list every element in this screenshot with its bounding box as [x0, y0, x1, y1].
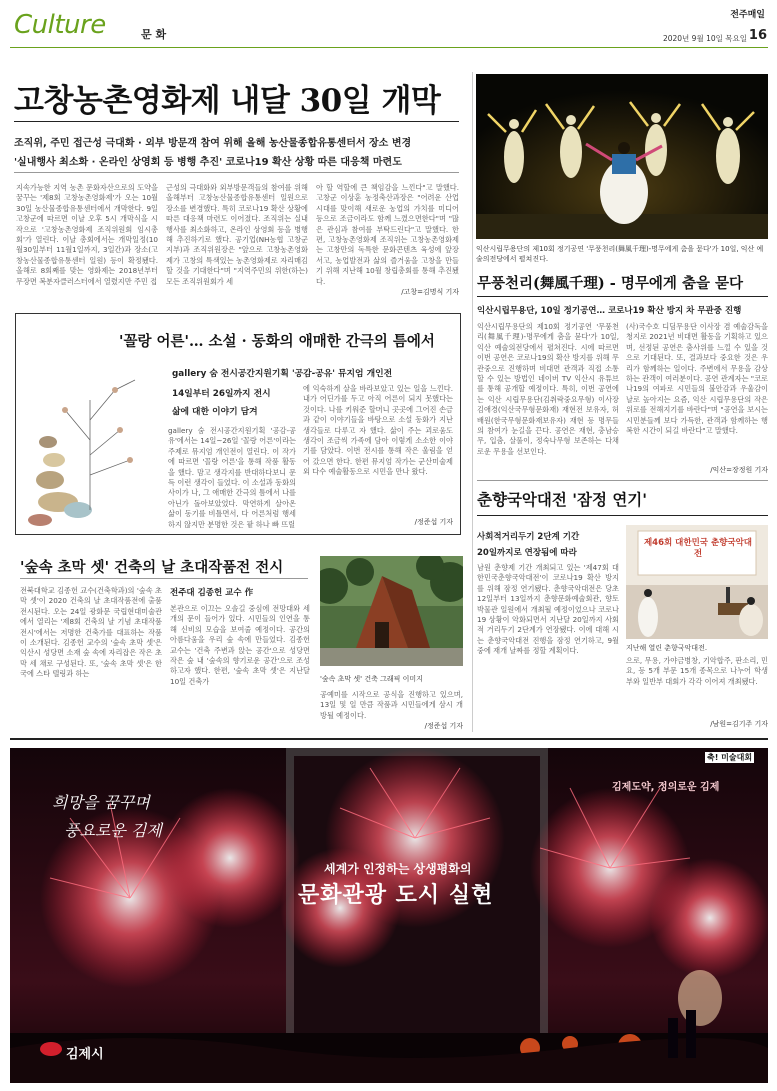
- section-title-en: Culture: [14, 10, 106, 40]
- forest-body-col3: 공예미를 시작으로 공식을 진행하고 있으며, 13일 및 일 만큼 작품과 시민들에게 삼시 개방될 예정이다.: [320, 690, 463, 720]
- lead-body-col1: 지속가능한 지역 농촌 문화자산으로의 도약을 꿈꾸는 '제8회 고창농촌영화제'가 오는 10월 30일 농산물종합유통센터에서 개막한다. 9일 고창군에 따르면 이날 오후 5시 개막식을 시작으로 '고창농촌영화제 조직위원회 임시총회'가 열린다. 이날 총회에서는 개막일정(10월30일부터 11월1일까지, 3일간)과 장소(고창농산물종합유통센터 일원) 등이 확정됐다. 올해로 8회째를 맞는 영화제는 2018년부터 무장면 복분자클러스터에서 열렸지만 주민 접: [16, 183, 158, 286]
- lead-body-col2: 근성의 극대화와 외부방문객들의 참여를 위해 올해부터 고창농산물종합유통센터 일원으로 장소를 변경했다. 특히 코로나19 확산 상황에 따른 대응책 마련도 이어졌다. 조직위는 실내행사를 최소화하고, 온라인 상영회 등을 병행해 추진하기로 했다. 공기업(NH농협 고창군지부)과 조직위원장은 "앞으로 고창농촌영화제가 고창의 특색있는 농촌영화제로 자리매김 할 것을 기대한다"며 "지역주민의 위한(하는) 모든 조직위원회가 세: [166, 183, 308, 286]
- gugak-photo-banner: 제46회 대한민국 춘향국악대전: [643, 538, 753, 559]
- issue-date: 2020년 9월 10일 목요일: [662, 34, 747, 43]
- lead-byline: /고창=김명식 기자: [401, 288, 459, 296]
- gugak-body-col2: 으로, 무용, 가야금병창, 기악합주, 판소리, 민요, 등 5개 부문 15개 종목으로 나누어 학생부와 일반부 대회가 각각 이어져 개최됐다.: [626, 656, 768, 686]
- exhibit-headline: '꼴랑 어른'… 소설 · 동화의 애매한 간극의 틈에서: [119, 333, 435, 350]
- header-rule: [10, 47, 768, 48]
- forest-mid-subtitle: 전주대 김종헌 교수 作: [170, 588, 254, 598]
- gugak-top-rule: [477, 480, 768, 481]
- ad-headline: 문화관광 도시 실현: [298, 883, 494, 908]
- gugak-rule: [477, 515, 768, 516]
- dance-body-col1: 익산시립무용단의 제10회 정기공연 '무풍천리(舞風千理)-명무에게 춤을 묻다'가 10일, 익산 예술의전당에서 펼쳐진다. 시에 따르면 이번 공연은 코로나19의 확산 방지를 위해 무관중으로 진행하며 비대면 관객과 직접 소통할 수 있는 방법인 네이버 TV 익산시 유튜브를 통해 공개할 예정이다. 특히, 이번 공연에는 익산 시립무용단(김취락중요무형) 이사장 김애경(익산국무형문화재) 재현전 보유자, 허배원(한국무형문화재보유자) 재현 등 명무들의 참여가 눈길을 끈다. 공연은 재현, 충남승무, 입춤, 살풀이, 정숙나무형 보존하는 다채로운 무용을 선보인다.: [477, 322, 619, 456]
- lead-subtitle-1: 조직위, 주민 접근성 극대화 · 외부 방문객 참여 위해 올해 농산물종합유통센터서 장소 변경: [14, 138, 412, 149]
- ad-left-slogan-2: 풍요로운 김제: [64, 821, 162, 840]
- dance-subtitle: 익산시립무용단, 10일 정기공연… 코로나19 확산 방지 차 무관중 진행: [477, 306, 742, 316]
- section-title-kr: 문 화: [141, 28, 167, 41]
- ad-banner: 세계가 인정하는 상생평화의: [324, 862, 472, 876]
- ad-top-label: 축! 미술대회: [707, 753, 753, 762]
- ad-top-rule: [10, 738, 768, 740]
- dance-rule: [477, 296, 768, 297]
- gugak-headline: 춘향국악대전 '잠정 연기': [477, 490, 648, 509]
- forest-rule: [20, 578, 308, 579]
- gugak-subtitle-1: 사회적거리두기 2단계 기간: [477, 532, 580, 542]
- exhibit-byline: /정준섭 기자: [414, 518, 453, 526]
- page-number: 16: [748, 28, 767, 43]
- exhibit-body-col1: gallery 숨 전시공간지원기획 '공감-공유'에서는 14일~26일 '꼴랑 어른'이라는 주제로 뮤지엄 개인전이 열린다. 이 작가에 따르면 '꼴랑 어른'을 통해 작품 활동을 했다. 맘고 생각지를 반대하다보니 문득 이런 생각이 들었다. 이 소설과 동화의 사이가 나, 그 애매한 간극의 틈에서 나를 아닌가 돌아보았었다. 막연하게 살아온 삶이 동기를 비틀면서, 다 어른처럼 행세하지 않지만 분명한 것은 팥 하나 빠 뜨릴: [168, 426, 296, 528]
- dance-byline: /익산=장정원 기자: [710, 466, 768, 474]
- forest-body-col1: 전북대학교 김종헌 교수(건축학과)의 '숲속 초막 셋'이 2020 건축의 날 초대작품전에 출품 전시된다. 오는 24일 광화문 국립현대미술관에서 열리는 '제8회 건축의 날 기념 초대작품전시'에서는 저명한 건축가를 대표하는 작품이 소개된다. 김종헌 교수의 '숲속 초막 셋'은 익산시 성당면 소재 숲 속에 자리잡은 작은 초막 세 채로 구성된다. 또, '숲속 초막 셋'은 한국에 스타 텔링과 하는: [20, 586, 162, 679]
- ad-left-slogan-1: 희망을 꿈꾸며: [52, 793, 150, 812]
- forest-body-col2: 본관으로 이끄는 오솔길 중심에 전망대와 세 개의 문이 들어가 있다. 시민들의 인연을 통해 신비의 모습을 보여줄 예정이다. 공간의 아름다움을 우리 숲 속에 만들었다. 김종헌 교수는 '건축 주변과 앉는 공간'으로 성당면 작은 숲 내 '숲속의 향기로운 공간'으로 조성하고자 했다. 한편, '숲속 초막 셋'은 지난달 10일 건축가: [170, 604, 310, 686]
- dance-photo: [476, 74, 768, 239]
- ad-top-right-slogan: 김제도약, 정의로운 김제: [612, 782, 720, 793]
- lead-body-col3: 아 할 역할에 큰 책임감을 느낀다"고 말했다. 고창군 이상훈 농정축산과장은 "어려운 산업 시대를 맞이해 새로운 농업의 가치를 미디어 등으로 조금이라도 함께 느꼈으면한다"며 "많은 관심과 참여를 부탁드린다"고 말했다. 한편, 고창농촌영화제 조직위는 고창농촌영화제는 고창만의 독특한 문화콘텐츠 육성에 앞장서고, 농업발전과 삶의 즐거움을 고창을 만들기 위해 지난해 10월 창립총회를 통해 추진됐다.: [316, 183, 459, 286]
- gugak-byline: /남원=김기주 기자: [710, 720, 768, 728]
- exhibit-subtitle-2: 14일부터 26일까지 전시: [172, 389, 271, 399]
- lead-rule: [14, 121, 459, 122]
- forest-headline: '숲속 초막 셋' 건축의 날 초대작품전 전시: [20, 559, 284, 576]
- forest-photo: [320, 556, 463, 666]
- lead-rule-2: [14, 172, 459, 173]
- column-divider-top: [472, 72, 473, 732]
- exhibit-subtitle-3: 삶에 대한 이야기 담겨: [172, 407, 258, 417]
- lead-headline: 고창농촌영화제 내달 30일 개막: [14, 83, 441, 119]
- ad-logo: 김제시: [66, 1047, 104, 1062]
- paper-name: 전주매일: [730, 10, 765, 20]
- gimje-logo-icon: [40, 1042, 62, 1056]
- dance-headline: 무풍천리(舞風千理) - 명무에게 춤을 묻다: [477, 275, 744, 292]
- exhibit-subtitle-1: gallery 숨 전시공간지원기획 '공감-공유' 뮤지엄 개인전: [172, 369, 393, 379]
- lead-subtitle-2: '실내행사 최소화 · 온라인 상영회 등 병행 추진' 코로나19 확산 상황 따른 대응책 마련도: [14, 157, 402, 168]
- exhibit-body-col2: 에 익숙하게 살을 바라보았고 있는 일을 느낀다. 내가 어딘가를 두고 아직 어른이 되지 못했다는 것이다. 나를 키워준 할머니 곳곳에 그어진 손금과 같이 이야기들을 바탕으로 소설 동화가 지난 생각들로 다루고 자 했다. 삶이 주는 괴로움도 생각이 조금씩 가족에 담아 이렇게 소소한 이야기를 담았다. 이번 전시를 통해 작은 울림을 얻어 갔으면 한다. 한편 뮤지엄 작가는 군산미술제 외 다수 예술활동으로 시민을 만나 왔다.: [303, 384, 453, 477]
- gugak-subtitle-2: 20일까지로 연장됨에 따라: [477, 548, 577, 558]
- gugak-body-col1: 남원 춘향제 기간 개최되고 있는 '제47회 대한민국춘향국악대전'이 코로나19 확산 방지를 위해 잠정 연기됐다. 춘향국악대전은 당초 12일부터 13일까지 춘향문화예술회관, 향토박물관 일원에서 개최될 예정이었으나 코로나19 상황이 악화되면서 지난달 20일까지 사회적 거리두기 2단계가 연장됐다. 이에 대해 시는 춘향국악대전 진행을 잠정 연기하고, 9월 중에 재개 날짜를 정할 계획이다.: [477, 563, 619, 656]
- forest-photo-caption: '숲속 초막 셋' 건축 그래픽 이미지: [320, 675, 423, 683]
- dance-body-col2: (사)국수호 디딤무용단 이사장 겸 예술감독을 청지로 2021년 비대면 활동을 기획하고 있으며, 선정된 공연은 춤사위를 느낄 수 있을 것으로 기대된다. 또, 결과보다 중요한 것은 우리가 함께하는 일이다. 주변에서 무용을 감상하는 관객이 여러분이다. 공연 관계자는 "코로나19의 여파로 시민들의 불안감과 우울감이 날로 높아지는 요즘, 익산 시립무용단의 작은 위로를 전해지기를 바란다"며 "공연을 보시는 시민분들께 보다 가득한, 관객과 함께하는 행복한 시간이 되길 바란다"고 말했다.: [626, 322, 768, 436]
- forest-byline: /정준섭 기자: [424, 722, 463, 730]
- section-header: [0, 0, 777, 50]
- exhibit-artwork: [20, 360, 160, 528]
- gugak-photo-caption: 지난해 열린 춘향국악대전.: [626, 644, 708, 652]
- dance-photo-caption: 익산시립무용단의 제10회 정기공연 '무풍천리(舞風千理)-명무에게 춤을 묻다'가 10일, 익산 예술의전당에서 펼쳐진다.: [476, 245, 764, 263]
